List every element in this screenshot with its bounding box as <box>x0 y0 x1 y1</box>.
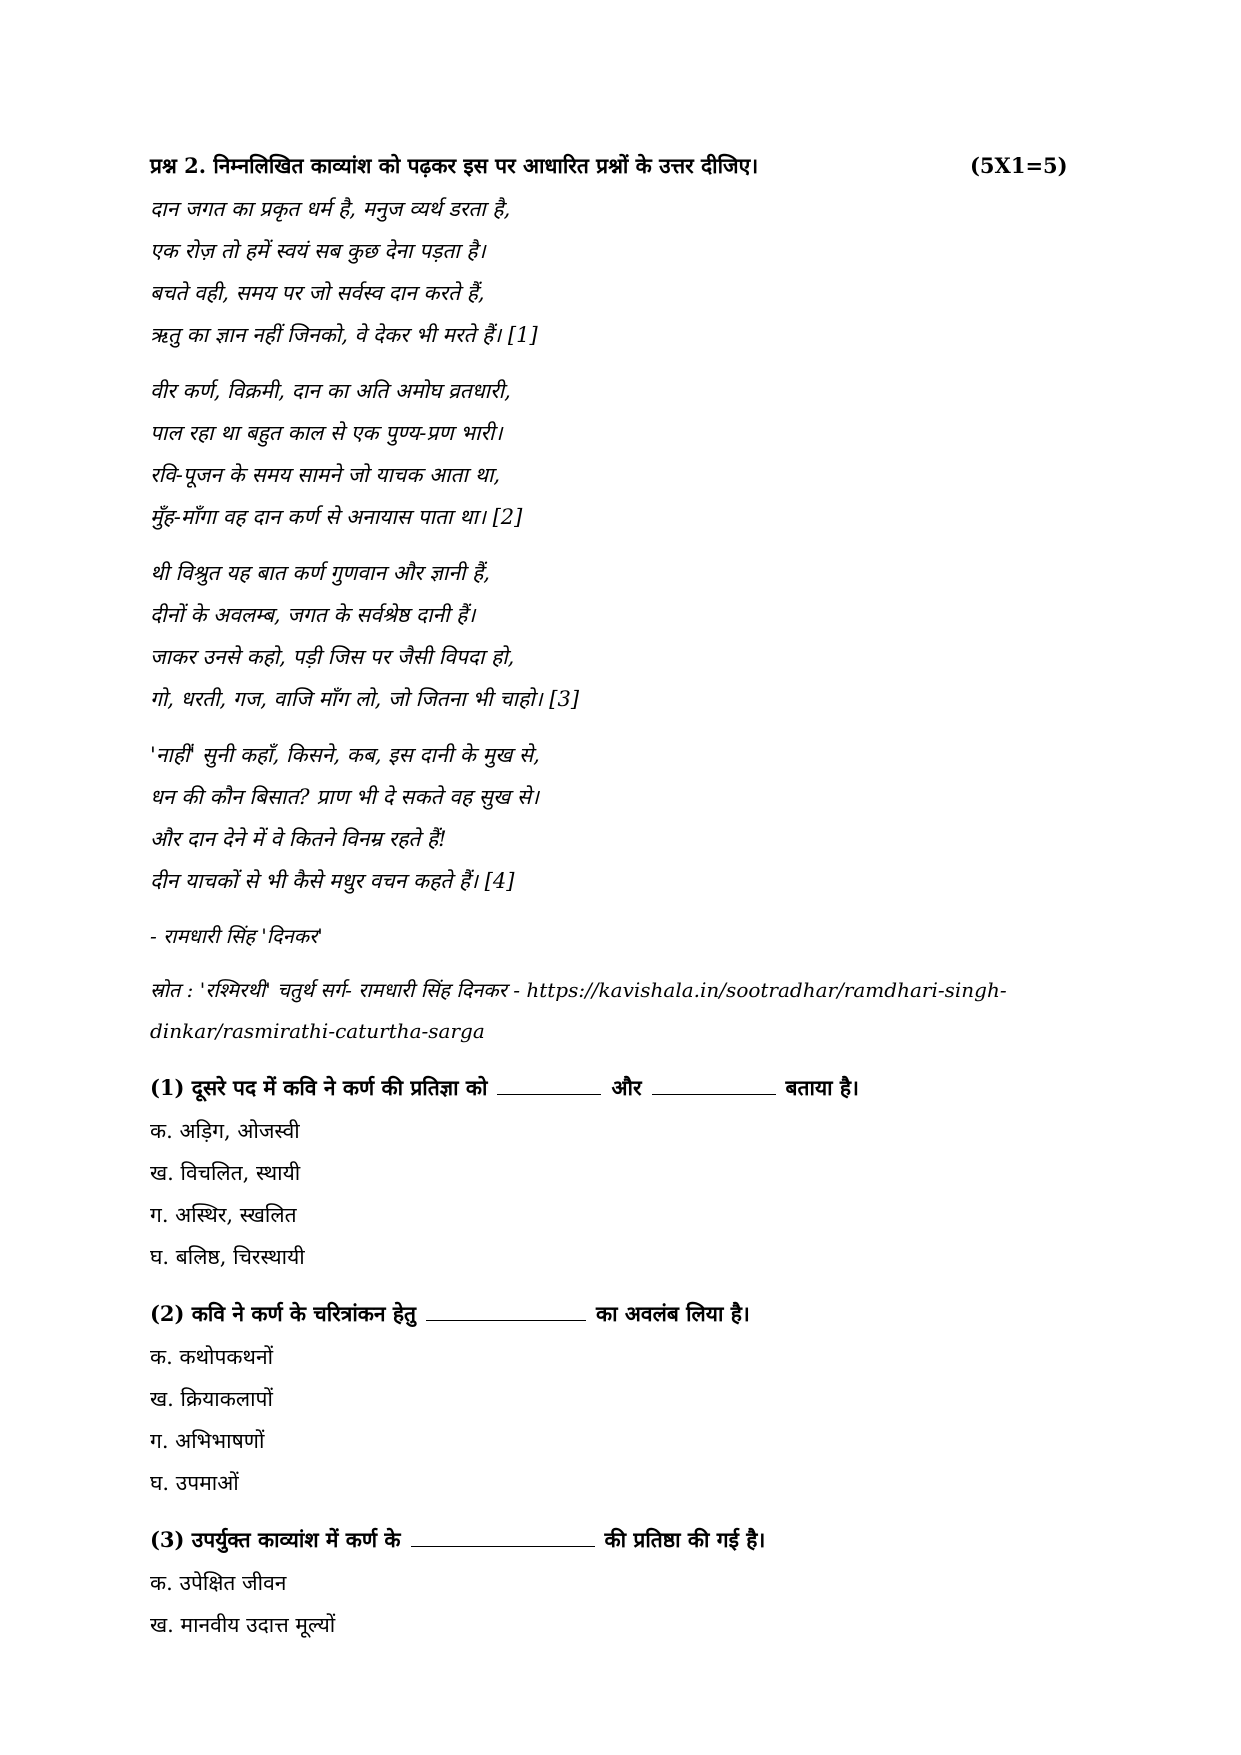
sub-question-1-text: (1) दूसरे पद में कवि ने कर्ण की प्रतिज्ञा को <box>150 1075 488 1100</box>
poem-line: रवि-पूजन के समय सामने जो याचक आता था, <box>150 463 501 487</box>
source-citation <box>150 970 1090 1052</box>
answer-blank <box>497 1072 601 1095</box>
poem-line: पाल रहा था बहुत काल से एक पुण्य-प्रण भारी। <box>150 421 503 445</box>
sub-question-2-text: (2) कवि ने कर्ण के चरित्रांकन हेतु <box>150 1301 416 1326</box>
poem-stanza-1 <box>150 188 1090 356</box>
poem-line: मुँह-माँगा वह दान कर्ण से अनायास पाता था। [2] <box>150 505 523 529</box>
sub-question-1-conjunction: और <box>611 1075 642 1100</box>
option-2-gha: घ. उपमाओं <box>150 1471 239 1495</box>
poem-stanza-4 <box>150 734 1090 902</box>
question-header <box>150 148 1090 184</box>
answer-blank <box>426 1298 586 1321</box>
option-1-kha: ख. विचलित, स्थायी <box>150 1161 301 1185</box>
poem-line: दीनों के अवलम्ब, जगत के सर्वश्रेष्ठ दानी हैं। <box>150 603 476 627</box>
option-3-ka: क. उपेक्षित जीवन <box>150 1571 287 1595</box>
poem-line: धन की कौन बिसात? प्राण भी दे सकते वह सुख से। <box>150 785 539 809</box>
sub-question-3-text: (3) उपर्युक्त काव्यांश में कर्ण के <box>150 1527 401 1552</box>
poem-stanza-2 <box>150 370 1090 538</box>
poem-line: वीर कर्ण, विक्रमी, दान का अति अमोघ व्रतधारी, <box>150 379 511 403</box>
sub-question-3-tail: की प्रतिष्ठा की गई है। <box>604 1527 766 1552</box>
answer-blank <box>652 1072 776 1095</box>
poem-line: ऋतु का ज्ञान नहीं जिनको, वे देकर भी मरते हैं। [1] <box>150 323 538 347</box>
poem-line: दान जगत का प्रकृत धर्म है, मनुज व्यर्थ डरता है, <box>150 197 511 221</box>
answer-blank <box>411 1524 595 1547</box>
poem-line: गो, धरती, गज, वाजि माँग लो, जो जितना भी चाहो। [3] <box>150 687 580 711</box>
sub-question-3 <box>150 1518 1090 1562</box>
option-2-kha: ख. क्रियाकलापों <box>150 1387 273 1411</box>
sub-question-1-tail: बताया है। <box>785 1075 859 1100</box>
option-1-ka: क. अड़िग, ओजस्वी <box>150 1119 300 1143</box>
poem-line: बचते वही, समय पर जो सर्वस्व दान करते हैं, <box>150 281 485 305</box>
poem-line: दीन याचकों से भी कैसे मधुर वचन कहते हैं। [4] <box>150 869 515 893</box>
poem-line: और दान देने में वे कितने विनम्र रहते हैं! <box>150 827 447 851</box>
option-2-ka: क. कथोपकथनों <box>150 1345 274 1369</box>
question-page <box>150 148 1090 1646</box>
option-1-ga: ग. अस्थिर, स्खलित <box>150 1203 297 1227</box>
poem-line: थी विश्रुत यह बात कर्ण गुणवान और ज्ञानी हैं, <box>150 561 490 585</box>
question-marks: (5X1=5) <box>970 153 1068 178</box>
poem-line: 'नाहीं' सुनी कहाँ, किसने, कब, इस दानी के मुख से, <box>150 743 540 767</box>
poem-author: - रामधारी सिंह 'दिनकर' <box>150 924 323 948</box>
source-link[interactable]: https://kavishala.in/sootradhar/ramdhari-singh-dinkar/rasmirathi-caturtha-sarga <box>150 978 1007 1043</box>
question-heading: प्रश्न 2. निम्नलिखित काव्यांश को पढ़कर इस पर आधारित प्रश्नों के उत्तर दीजिए। <box>150 153 759 178</box>
option-2-ga: ग. अभिभाषणों <box>150 1429 265 1453</box>
sub-question-1 <box>150 1066 1090 1110</box>
sub-question-2 <box>150 1292 1090 1336</box>
source-label: स्रोत : 'रश्मिरथी' चतुर्थ सर्ग- रामधारी सिंह दिनकर - <box>150 978 527 1002</box>
poem-stanza-3 <box>150 552 1090 720</box>
option-3-kha: ख. मानवीय उदात्त मूल्यों <box>150 1613 336 1637</box>
sub-question-2-tail: का अवलंब लिया है। <box>595 1301 750 1326</box>
poem-line: एक रोज़ तो हमें स्वयं सब कुछ देना पड़ता है। <box>150 239 486 263</box>
option-1-gha: घ. बलिष्ठ, चिरस्थायी <box>150 1245 305 1269</box>
poem-line: जाकर उनसे कहो, पड़ी जिस पर जैसी विपदा हो, <box>150 645 515 669</box>
